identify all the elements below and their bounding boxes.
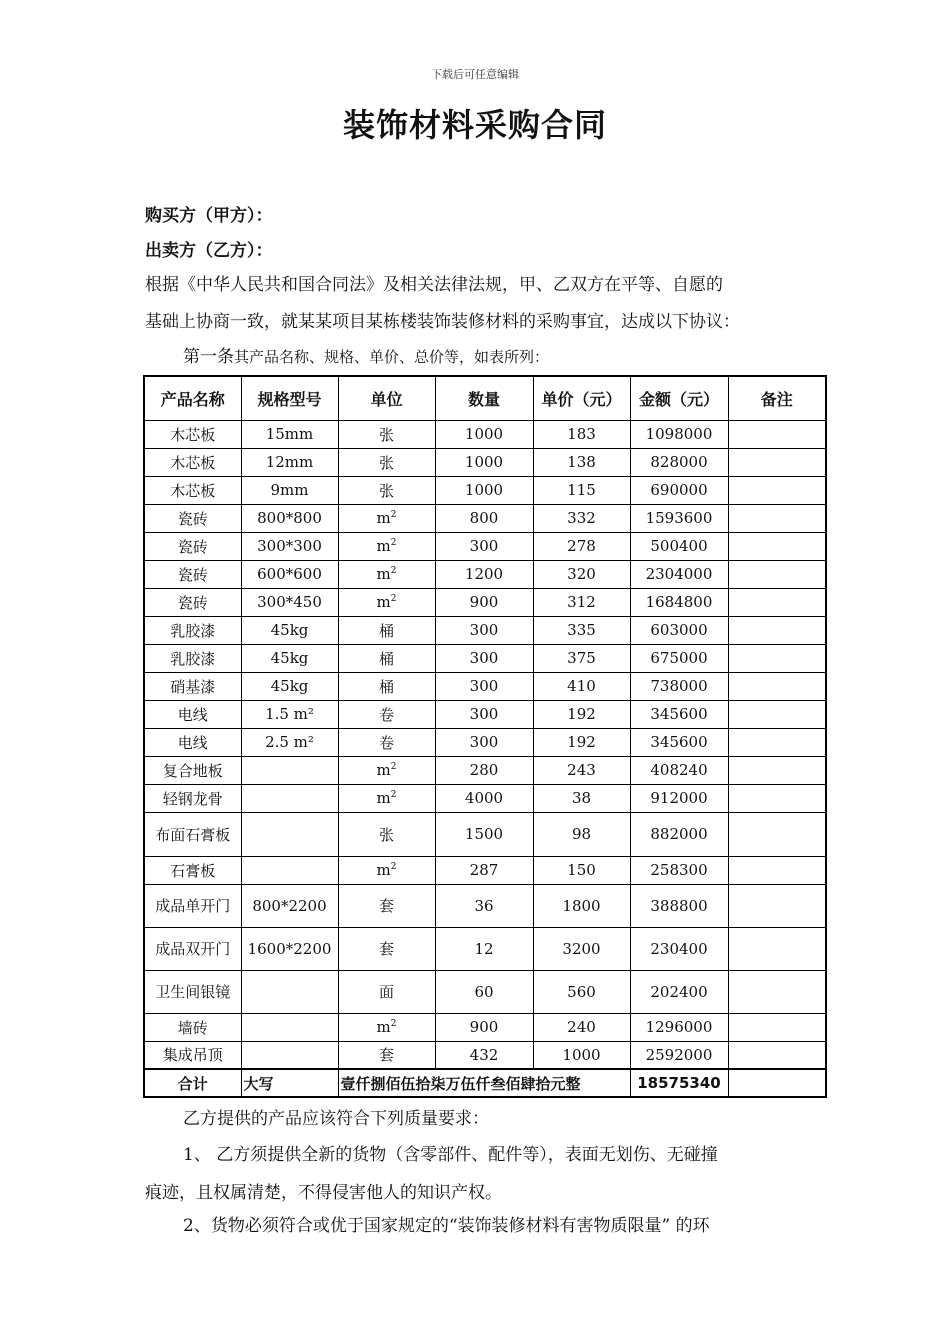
cell-unit: [338, 756, 435, 784]
unit-text: 套: [378, 897, 394, 915]
col-header-amount: 金额（元）: [630, 376, 728, 420]
table-row: [144, 1013, 826, 1041]
cell-name: 电线: [144, 728, 241, 756]
cell-price: 335: [533, 616, 630, 644]
cell-unit: [338, 448, 435, 476]
cell-name: 石膏板: [144, 856, 241, 884]
cell-price: 3200: [533, 927, 630, 970]
unit-superscript: 2: [390, 566, 397, 576]
unit-text: m: [376, 593, 391, 611]
cell-name: 墙砖: [144, 1013, 241, 1041]
col-header-qty: 数量: [435, 376, 533, 420]
cell-name: 木芯板: [144, 476, 241, 504]
buyer-label: 购买方（甲方）：: [145, 206, 273, 226]
cell-price: 150: [533, 856, 630, 884]
cell-amount: 258300: [630, 856, 728, 884]
unit-text: m: [376, 861, 391, 879]
cell-spec: 300*300: [241, 532, 338, 560]
cell-note: [728, 700, 826, 728]
table-row: [144, 560, 826, 588]
cell-unit: [338, 476, 435, 504]
cell-amount: 603000: [630, 616, 728, 644]
cell-qty: 900: [435, 1013, 533, 1041]
cell-qty: 280: [435, 756, 533, 784]
cell-spec: 45kg: [241, 644, 338, 672]
cell-name: 复合地板: [144, 756, 241, 784]
cell-spec: 800*800: [241, 504, 338, 532]
cell-unit: [338, 784, 435, 812]
cell-unit: [338, 1013, 435, 1041]
download-note: 下载后可任意编辑: [431, 68, 519, 81]
materials-table: [143, 375, 827, 1098]
cell-price: 38: [533, 784, 630, 812]
intro-line-2: 基础上协商一致，就某某项目某栋楼装饰装修材料的采购事宜，达成以下协议：: [145, 312, 740, 332]
table-row: [144, 448, 826, 476]
cell-note: [728, 448, 826, 476]
cell-price: 1800: [533, 884, 630, 927]
total-row: [144, 1069, 826, 1097]
cell-amount: 912000: [630, 784, 728, 812]
unit-text: m: [376, 509, 391, 527]
cell-note: [728, 728, 826, 756]
table-header-row: [144, 376, 826, 420]
cell-note: [728, 476, 826, 504]
cell-spec: 2.5 m²: [241, 728, 338, 756]
quality-item-1-line-2: 痕迹，且权属清楚，不得侵害他人的知识产权。: [145, 1183, 502, 1203]
cell-name: 轻钢龙骨: [144, 784, 241, 812]
cell-amount: 202400: [630, 970, 728, 1013]
cell-spec: 1.5 m²: [241, 700, 338, 728]
cell-qty: 300: [435, 700, 533, 728]
cell-qty: 1500: [435, 812, 533, 856]
cell-spec: [241, 784, 338, 812]
cell-unit: [338, 560, 435, 588]
table-row: [144, 856, 826, 884]
col-header-note: 备注: [728, 376, 826, 420]
cell-note: [728, 616, 826, 644]
cell-amount: 500400: [630, 532, 728, 560]
cell-unit: [338, 504, 435, 532]
cell-note: [728, 884, 826, 927]
cell-amount: 738000: [630, 672, 728, 700]
cell-qty: 300: [435, 644, 533, 672]
table-row: [144, 927, 826, 970]
cell-amount: 882000: [630, 812, 728, 856]
cell-spec: [241, 856, 338, 884]
capital-value: 壹仟捌佰伍拾柒万伍仟叁佰肆拾元整: [338, 1069, 630, 1097]
table-row: [144, 784, 826, 812]
cell-qty: 1000: [435, 448, 533, 476]
article-1: [183, 342, 853, 367]
cell-price: 192: [533, 700, 630, 728]
unit-text: m: [376, 1018, 391, 1036]
cell-amount: 2304000: [630, 560, 728, 588]
cell-name: 瓷砖: [144, 588, 241, 616]
cell-price: 138: [533, 448, 630, 476]
cell-note: [728, 756, 826, 784]
total-amount: 18575340: [630, 1069, 728, 1097]
cell-name: 电线: [144, 700, 241, 728]
cell-spec: 600*600: [241, 560, 338, 588]
cell-price: 115: [533, 476, 630, 504]
cell-note: [728, 1013, 826, 1041]
cell-spec: 9mm: [241, 476, 338, 504]
cell-unit: [338, 812, 435, 856]
cell-price: 1000: [533, 1041, 630, 1069]
cell-name: 瓷砖: [144, 560, 241, 588]
article-1-lead: 第一条: [183, 347, 234, 367]
table-row: [144, 504, 826, 532]
cell-note: [728, 812, 826, 856]
table-row: [144, 588, 826, 616]
cell-note: [728, 927, 826, 970]
unit-superscript: 2: [390, 862, 397, 872]
cell-spec: 45kg: [241, 672, 338, 700]
table-row: [144, 700, 826, 728]
cell-spec: [241, 970, 338, 1013]
cell-qty: 800: [435, 504, 533, 532]
cell-qty: 1000: [435, 476, 533, 504]
cell-price: 375: [533, 644, 630, 672]
cell-price: 243: [533, 756, 630, 784]
unit-superscript: 2: [390, 538, 397, 548]
cell-note: [728, 970, 826, 1013]
table-row: [144, 476, 826, 504]
cell-unit: [338, 884, 435, 927]
cell-spec: [241, 756, 338, 784]
cell-qty: 300: [435, 616, 533, 644]
cell-spec: 800*2200: [241, 884, 338, 927]
cell-note: [728, 420, 826, 448]
cell-spec: 1600*2200: [241, 927, 338, 970]
total-note: [728, 1069, 826, 1097]
unit-text: 面: [378, 983, 394, 1001]
cell-note: [728, 560, 826, 588]
unit-superscript: 2: [390, 762, 397, 772]
cell-name: 成品单开门: [144, 884, 241, 927]
document-title: 装饰材料采购合同: [342, 106, 607, 144]
cell-unit: [338, 644, 435, 672]
cell-price: 192: [533, 728, 630, 756]
table-row: [144, 812, 826, 856]
col-header-spec: 规格型号: [241, 376, 338, 420]
cell-spec: [241, 1041, 338, 1069]
capital-label: 大写: [241, 1069, 338, 1097]
unit-text: 套: [378, 1046, 394, 1065]
unit-superscript: 2: [390, 594, 397, 604]
cell-name: 瓷砖: [144, 532, 241, 560]
cell-amount: 345600: [630, 700, 728, 728]
cell-amount: 2592000: [630, 1041, 728, 1069]
cell-spec: [241, 1013, 338, 1041]
cell-unit: [338, 532, 435, 560]
cell-spec: 15mm: [241, 420, 338, 448]
cell-spec: 45kg: [241, 616, 338, 644]
quality-item-1-line-1: 1、 乙方须提供全新的货物（含零部件、配件等），表面无划伤、无碰撞: [183, 1145, 718, 1165]
cell-amount: 1593600: [630, 504, 728, 532]
cell-amount: 408240: [630, 756, 728, 784]
cell-qty: 12: [435, 927, 533, 970]
unit-text: 张: [378, 825, 394, 844]
cell-note: [728, 672, 826, 700]
unit-text: m: [376, 789, 391, 807]
cell-amount: 345600: [630, 728, 728, 756]
cell-qty: 300: [435, 728, 533, 756]
cell-price: 560: [533, 970, 630, 1013]
article-1-text: 其产品名称、规格、单价、总价等，如表所列：: [234, 348, 550, 366]
cell-note: [728, 1041, 826, 1069]
cell-unit: [338, 616, 435, 644]
cell-qty: 300: [435, 532, 533, 560]
cell-name: 布面石膏板: [144, 812, 241, 856]
table-row: [144, 884, 826, 927]
unit-text: 卷: [378, 733, 394, 752]
cell-name: 卫生间银镜: [144, 970, 241, 1013]
unit-superscript: 2: [390, 790, 397, 800]
cell-amount: 1098000: [630, 420, 728, 448]
table-row: [144, 420, 826, 448]
cell-price: 312: [533, 588, 630, 616]
cell-unit: [338, 728, 435, 756]
quality-item-2-line-1: 2、货物必须符合或优于国家规定的“装饰装修材料有害物质限量” 的环: [183, 1216, 710, 1236]
unit-text: 桶: [378, 649, 394, 668]
col-header-unit: 单位: [338, 376, 435, 420]
cell-amount: 1296000: [630, 1013, 728, 1041]
cell-spec: 300*450: [241, 588, 338, 616]
intro-line-1: 根据《中华人民共和国合同法》及相关法律法规，甲、乙双方在平等、自愿的: [145, 275, 723, 295]
cell-name: 成品双开门: [144, 927, 241, 970]
unit-text: 张: [378, 425, 394, 444]
cell-qty: 432: [435, 1041, 533, 1069]
cell-unit: [338, 588, 435, 616]
seller-label: 出卖方（乙方）：: [145, 241, 273, 261]
cell-amount: 690000: [630, 476, 728, 504]
cell-qty: 1200: [435, 560, 533, 588]
unit-text: 张: [378, 453, 394, 472]
cell-qty: 60: [435, 970, 533, 1013]
cell-unit: [338, 700, 435, 728]
cell-name: 木芯板: [144, 448, 241, 476]
cell-qty: 36: [435, 884, 533, 927]
cell-unit: [338, 420, 435, 448]
cell-note: [728, 644, 826, 672]
table-row: [144, 532, 826, 560]
cell-amount: 828000: [630, 448, 728, 476]
cell-price: 183: [533, 420, 630, 448]
cell-unit: [338, 1041, 435, 1069]
cell-price: 320: [533, 560, 630, 588]
cell-name: 乳胶漆: [144, 616, 241, 644]
cell-amount: 388800: [630, 884, 728, 927]
unit-text: m: [376, 761, 391, 779]
unit-text: m: [376, 537, 391, 555]
unit-text: m: [376, 565, 391, 583]
cell-unit: [338, 927, 435, 970]
cell-note: [728, 532, 826, 560]
cell-spec: 12mm: [241, 448, 338, 476]
cell-qty: 900: [435, 588, 533, 616]
table-row: [144, 672, 826, 700]
cell-price: 332: [533, 504, 630, 532]
cell-price: 98: [533, 812, 630, 856]
cell-price: 240: [533, 1013, 630, 1041]
table-row: [144, 728, 826, 756]
cell-name: 硝基漆: [144, 672, 241, 700]
cell-name: 集成吊顶: [144, 1041, 241, 1069]
cell-unit: [338, 970, 435, 1013]
cell-name: 乳胶漆: [144, 644, 241, 672]
cell-amount: 675000: [630, 644, 728, 672]
col-header-name: 产品名称: [144, 376, 241, 420]
cell-unit: [338, 856, 435, 884]
cell-qty: 4000: [435, 784, 533, 812]
unit-text: 桶: [378, 677, 394, 696]
unit-text: 卷: [378, 705, 394, 724]
cell-spec: [241, 812, 338, 856]
col-header-price: 单价（元）: [533, 376, 630, 420]
table-row: [144, 644, 826, 672]
cell-note: [728, 784, 826, 812]
unit-text: 张: [378, 481, 394, 500]
total-label: 合计: [144, 1069, 241, 1097]
cell-amount: 1684800: [630, 588, 728, 616]
cell-note: [728, 588, 826, 616]
cell-unit: [338, 672, 435, 700]
cell-amount: 230400: [630, 927, 728, 970]
cell-note: [728, 504, 826, 532]
quality-lead: 乙方提供的产品应该符合下列质量要求：: [183, 1109, 489, 1129]
cell-qty: 1000: [435, 420, 533, 448]
cell-price: 410: [533, 672, 630, 700]
table-row: [144, 756, 826, 784]
cell-qty: 300: [435, 672, 533, 700]
cell-price: 278: [533, 532, 630, 560]
unit-superscript: 2: [390, 510, 397, 520]
cell-name: 瓷砖: [144, 504, 241, 532]
unit-text: 套: [378, 940, 394, 958]
unit-superscript: 2: [390, 1019, 397, 1029]
table-row: [144, 970, 826, 1013]
table-row: [144, 616, 826, 644]
cell-name: 木芯板: [144, 420, 241, 448]
table-row: [144, 1041, 826, 1069]
cell-note: [728, 856, 826, 884]
cell-qty: 287: [435, 856, 533, 884]
unit-text: 桶: [378, 621, 394, 640]
